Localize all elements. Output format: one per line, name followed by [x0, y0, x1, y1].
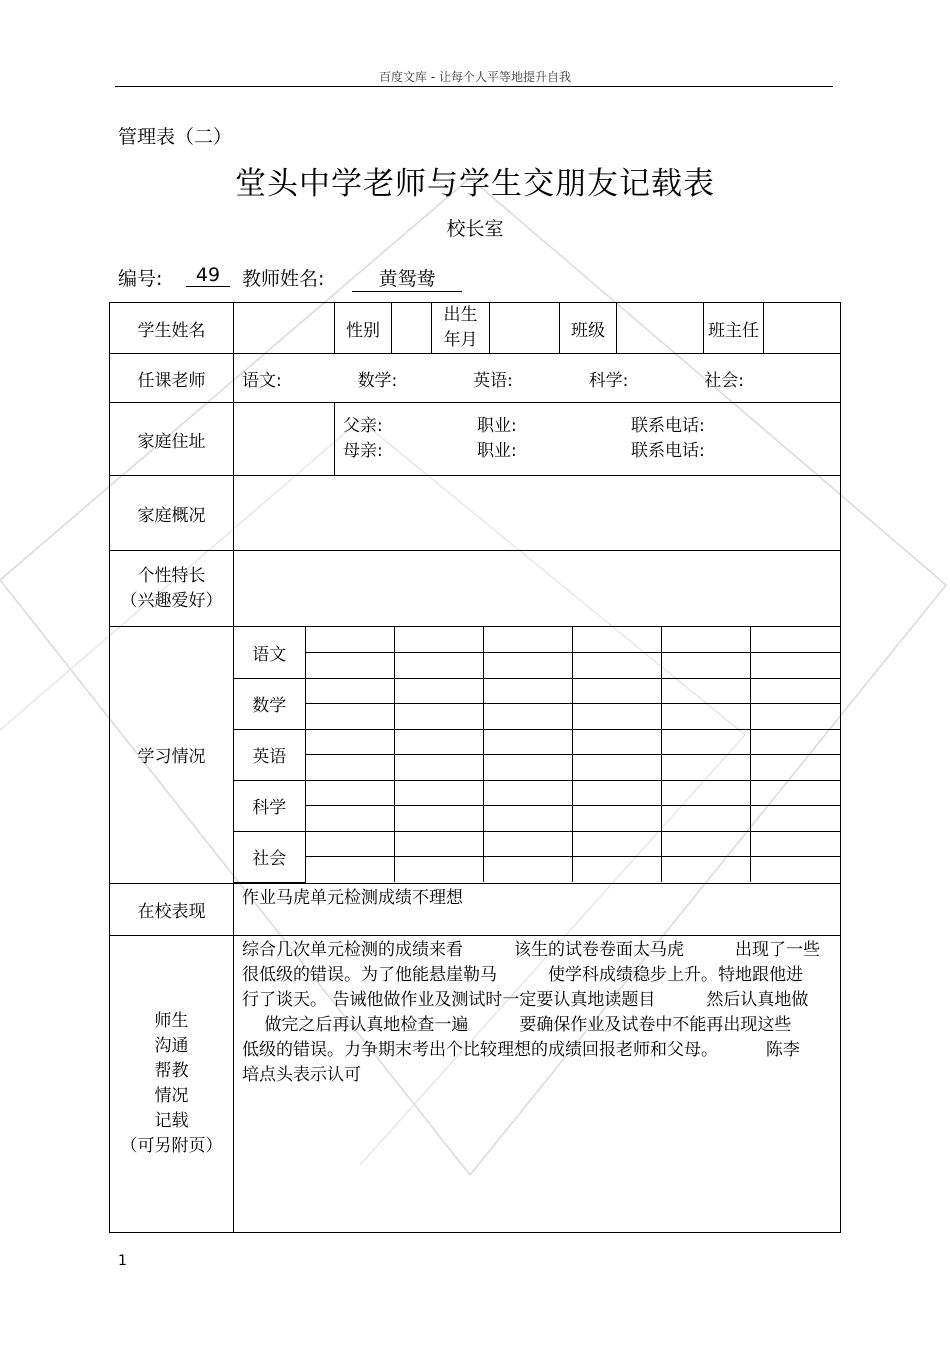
grade-cell[interactable]: [394, 729, 483, 754]
grade-cell[interactable]: [483, 627, 572, 652]
grade-cell[interactable]: [751, 780, 840, 805]
grade-cell[interactable]: [573, 627, 662, 652]
birth-label-line2: 年月: [443, 330, 478, 350]
talent-label-line2: （兴趣爱好）: [120, 590, 223, 611]
student-name-field[interactable]: [234, 303, 335, 354]
study-label: 学习情况: [110, 627, 234, 884]
note-line: 行了谈天。 告诫他做作业及测试时一定要认真地读题目 然后认真地做: [242, 989, 809, 1010]
grade-cell[interactable]: [394, 652, 483, 678]
comm-label-line: 记载: [154, 1110, 189, 1131]
head-teacher-field[interactable]: [764, 303, 841, 354]
grade-cell[interactable]: [751, 729, 840, 754]
comm-label-line: 沟通: [154, 1035, 189, 1056]
comm-label-line: 帮教: [154, 1060, 189, 1081]
grade-cell[interactable]: [751, 627, 840, 652]
grade-cell[interactable]: [305, 652, 394, 678]
grade-cell[interactable]: [662, 627, 751, 652]
comm-label-line: 师生: [154, 1010, 189, 1031]
grade-cell[interactable]: [662, 754, 751, 780]
study-grid-cell: [234, 627, 841, 884]
grade-cell[interactable]: [305, 703, 394, 729]
grade-cell[interactable]: [483, 703, 572, 729]
gender-field[interactable]: [392, 303, 432, 354]
student-name-label: 学生姓名: [110, 303, 234, 354]
grade-cell[interactable]: [751, 678, 840, 703]
header-separator: -: [427, 70, 439, 84]
birth-field[interactable]: [490, 303, 560, 354]
birth-label-line1: 出生: [443, 305, 478, 325]
grade-cell[interactable]: [573, 652, 662, 678]
mother-label: 母亲:: [343, 441, 383, 461]
talent-label: [110, 551, 234, 627]
study-subject-science: 科学: [234, 780, 305, 831]
head-teacher-label: 班主任: [704, 303, 764, 354]
study-subject-chinese: 语文: [234, 627, 305, 678]
grade-cell[interactable]: [305, 627, 394, 652]
grade-cell[interactable]: [573, 678, 662, 703]
grade-cell[interactable]: [394, 780, 483, 805]
mother-job-label: 职业:: [477, 441, 517, 461]
grade-cell[interactable]: [573, 703, 662, 729]
performance-field[interactable]: 作业马虎单元检测成绩不理想: [234, 883, 841, 935]
grade-cell[interactable]: [394, 703, 483, 729]
grade-cell[interactable]: [483, 780, 572, 805]
grade-cell[interactable]: [305, 780, 394, 805]
grade-cell[interactable]: [662, 703, 751, 729]
grade-cell[interactable]: [751, 856, 840, 882]
grade-cell[interactable]: [483, 652, 572, 678]
teacher-label: 教师姓名:: [242, 268, 325, 290]
grade-cell[interactable]: [394, 805, 483, 831]
subject-teacher-math: 数学:: [357, 370, 398, 391]
grade-cell[interactable]: [305, 856, 394, 882]
mother-phone-label: 联系电话:: [631, 441, 705, 461]
grade-cell[interactable]: [662, 729, 751, 754]
grade-cell[interactable]: [483, 831, 572, 856]
comm-label-line: 情况: [154, 1085, 189, 1106]
grade-cell[interactable]: [305, 831, 394, 856]
grade-cell[interactable]: [305, 729, 394, 754]
grade-cell[interactable]: [483, 856, 572, 882]
subject-teachers-cell[interactable]: [234, 354, 841, 403]
grade-cell[interactable]: [483, 678, 572, 703]
grade-cell[interactable]: [394, 856, 483, 882]
family-field[interactable]: [234, 476, 841, 551]
grade-cell[interactable]: [573, 805, 662, 831]
grade-cell[interactable]: [394, 831, 483, 856]
class-field[interactable]: [617, 303, 704, 354]
family-label: 家庭概况: [110, 476, 234, 551]
address-label: 家庭住址: [110, 403, 234, 476]
teacher-value: 黄鸳鸯: [352, 264, 462, 292]
grade-cell[interactable]: [662, 652, 751, 678]
class-label: 班级: [560, 303, 617, 354]
parents-cell[interactable]: [335, 403, 841, 476]
grade-cell[interactable]: [751, 754, 840, 780]
subject-teacher-chinese: 语文:: [242, 370, 282, 391]
note-line: 低级的错误。力争期末考出个比较理想的成绩回报老师和父母。 陈李: [242, 1039, 800, 1060]
gender-label: 性别: [335, 303, 392, 354]
grade-cell[interactable]: [751, 805, 840, 831]
note-line: 做完之后再认真地检查一遍 要确保作业及试卷中不能再出现这些: [242, 1014, 792, 1035]
header-rule: [115, 86, 833, 87]
grade-cell[interactable]: [394, 678, 483, 703]
communication-notes[interactable]: [234, 935, 841, 1232]
grade-cell[interactable]: [662, 831, 751, 856]
study-subject-english: 英语: [234, 729, 305, 780]
grade-cell[interactable]: [751, 831, 840, 856]
father-phone-label: 联系电话:: [631, 416, 705, 436]
header-site: 百度文库: [379, 70, 428, 84]
grade-cell[interactable]: [662, 856, 751, 882]
study-subject-math: 数学: [234, 678, 305, 729]
grade-cell[interactable]: [483, 754, 572, 780]
number-value: 49: [186, 264, 230, 287]
teachers-label: 任课老师: [110, 354, 234, 403]
office-name: 校长室: [446, 218, 504, 240]
mgmt-label: 管理表（二）: [118, 126, 233, 148]
father-label: 父亲:: [343, 416, 383, 436]
header-slogan: 让每个人平等地提升自我: [438, 70, 571, 84]
address-field[interactable]: [234, 403, 335, 476]
subject-teacher-english: 英语:: [473, 370, 513, 391]
performance-label: 在校表现: [110, 883, 234, 935]
grade-cell[interactable]: [573, 856, 662, 882]
grade-cell[interactable]: [573, 831, 662, 856]
birth-label: [432, 303, 490, 354]
grade-cell[interactable]: [573, 754, 662, 780]
grade-cell[interactable]: [305, 678, 394, 703]
grade-cell[interactable]: [751, 652, 840, 678]
note-line: 培点头表示认可: [242, 1064, 361, 1085]
note-line: 很低级的错误。为了他能悬崖勒马 使学科成绩稳步上升。特地跟他进: [242, 964, 803, 985]
grade-cell[interactable]: [662, 780, 751, 805]
grade-cell[interactable]: [483, 729, 572, 754]
talent-field[interactable]: [234, 551, 841, 627]
grade-cell[interactable]: [573, 729, 662, 754]
grade-cell[interactable]: [662, 678, 751, 703]
page-number: 1: [118, 1253, 127, 1269]
study-subject-social: 社会: [234, 831, 305, 882]
talent-label-line1: 个性特长: [137, 565, 206, 586]
comm-label-line: （可另附页）: [120, 1135, 223, 1156]
record-form: [109, 302, 841, 1233]
father-job-label: 职业:: [477, 416, 517, 436]
number-label: 编号:: [118, 268, 163, 290]
grade-cell[interactable]: [394, 627, 483, 652]
grade-cell[interactable]: [305, 754, 394, 780]
study-grid: [234, 627, 840, 883]
grade-cell[interactable]: [662, 805, 751, 831]
communication-label: [110, 935, 234, 1232]
grade-cell[interactable]: [483, 805, 572, 831]
page-header: [0, 68, 950, 85]
grade-cell[interactable]: [305, 805, 394, 831]
subject-teacher-social: 社会:: [704, 370, 744, 391]
note-line: 综合几次单元检测的成绩来看 该生的试卷卷面太马虎 出现了一些: [242, 939, 820, 960]
grade-cell[interactable]: [394, 754, 483, 780]
grade-cell[interactable]: [573, 780, 662, 805]
subject-teacher-science: 科学:: [588, 370, 629, 391]
grade-cell[interactable]: [751, 703, 840, 729]
document-title: 堂头中学老师与学生交朋友记载表: [235, 166, 715, 202]
